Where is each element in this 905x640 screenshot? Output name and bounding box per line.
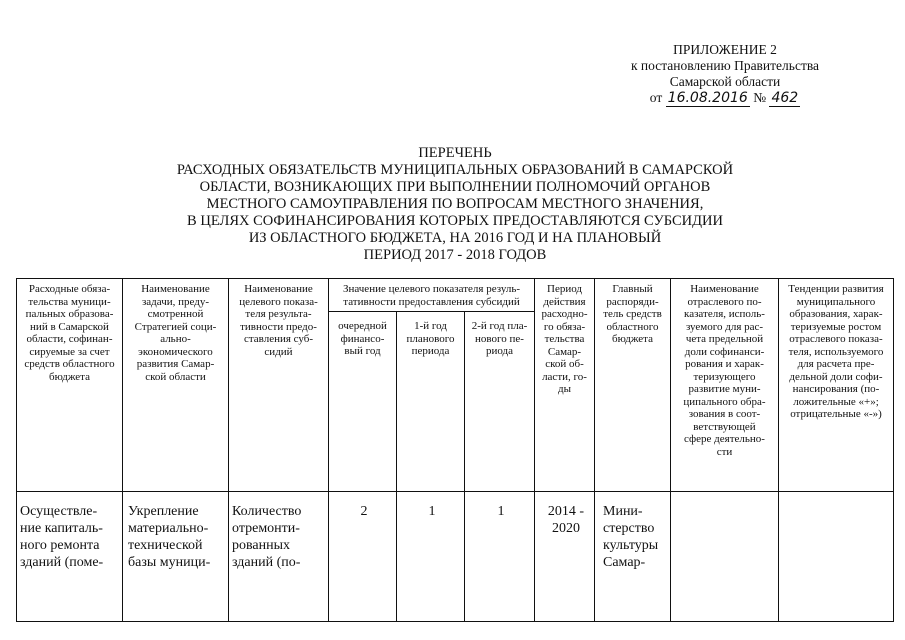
row-task: Укрепление материально- технической базы муници- xyxy=(128,504,211,570)
header-plan-year-2: 2-й год пла- нового пе- риода xyxy=(465,312,535,492)
row-period: 2014 - 2020 xyxy=(547,504,585,536)
table-cell xyxy=(671,492,779,622)
row-indicator: Количество отремонти- рованных зданий (по- xyxy=(232,504,302,570)
table-cell xyxy=(779,492,894,622)
document-title xyxy=(120,145,790,264)
handwritten-number: 462 xyxy=(771,90,799,106)
appendix-resolution-ref: к постановлению Правительства xyxy=(630,58,820,73)
appendix-header xyxy=(605,42,845,106)
header-plan-year-1: 1-й год планового периода xyxy=(397,312,465,492)
row-obligation: Осуществле- ние капиталь- ного ремонта зданий (поме- xyxy=(20,504,104,570)
handwritten-date: 16.08.2016 xyxy=(667,90,748,106)
title-line: ОБЛАСТИ, ВОЗНИКАЮЩИХ ПРИ ВЫПОЛНЕНИИ ПОЛНОМОЧИЙ ОРГАНОВ xyxy=(199,179,711,195)
header-target-indicator: Наименование целевого показа- теля результа- тивности предо- ставления суб- сидий xyxy=(229,279,329,492)
from-label: от xyxy=(649,90,663,105)
header-obligations: Расходные обяза- тельства муници- пальных образова- ний в Самарской области, софинан- сируемые за счет средств областного бюджета xyxy=(17,279,123,492)
title-line: В ЦЕЛЯХ СОФИНАНСИРОВАНИЯ КОТОРЫХ ПРЕДОСТАВЛЯЮТСЯ СУБСИДИИ xyxy=(187,213,723,229)
header-main-manager: Главный распоряди- тель средств областного бюджета xyxy=(595,279,671,492)
appendix-title: ПРИЛОЖЕНИЕ 2 xyxy=(673,42,777,57)
title-line: РАСХОДНЫХ ОБЯЗАТЕЛЬСТВ МУНИЦИПАЛЬНЫХ ОБРАЗОВАНИЙ В САМАРСКОЙ xyxy=(176,162,734,178)
row-value-plan-1: 1 xyxy=(428,504,436,519)
header-trends: Тенденции развития муниципального образования, харак- теризуемые ростом отраслевого показа- теля, используемого для расчета пре- дельной доли софи- нансирования (по- ложительные «+»; отрицательные «-») xyxy=(779,279,894,492)
row-value-plan-2: 1 xyxy=(497,504,505,519)
header-target-value: Значение целевого показателя резуль- тативности предоставления субсидий xyxy=(329,279,535,312)
header-task: Наименование задачи, преду- смотренной Стратегией соци- ально- экономического развития Самар- ской области xyxy=(123,279,229,492)
header-sector-indicator: Наименование отраслевого по- казателя, исполь- зуемого для рас- чета предельной доли софинанси- рования и харак- теризующего развитие муни- ципального обра- зования в соот- ветствующей сфере деятельно- сти xyxy=(671,279,779,492)
appendix-region: Самарской области xyxy=(669,74,781,89)
row-main-manager: Мини- стерство культуры Самар- xyxy=(603,504,659,570)
title-line: МЕСТНОГО САМОУПРАВЛЕНИЯ ПО ВОПРОСАМ МЕСТНОГО ЗНАЧЕНИЯ, xyxy=(206,196,704,212)
title-line: ИЗ ОБЛАСТНОГО БЮДЖЕТА, НА 2016 ГОД И НА ПЛАНОВЫЙ xyxy=(248,230,662,246)
title-line: ПЕРЕЧЕНЬ xyxy=(418,145,492,161)
header-current-year: очередной финансо- вый год xyxy=(329,312,397,492)
row-value-current: 2 xyxy=(360,504,368,519)
appendix-date-number xyxy=(605,90,845,106)
header-period: Период действия расходно- го обяза- тельства Самар- ской об- ласти, го- ды xyxy=(535,279,595,492)
title-line: ПЕРИОД 2017 - 2018 ГОДОВ xyxy=(363,247,547,263)
number-label: № xyxy=(753,90,767,105)
